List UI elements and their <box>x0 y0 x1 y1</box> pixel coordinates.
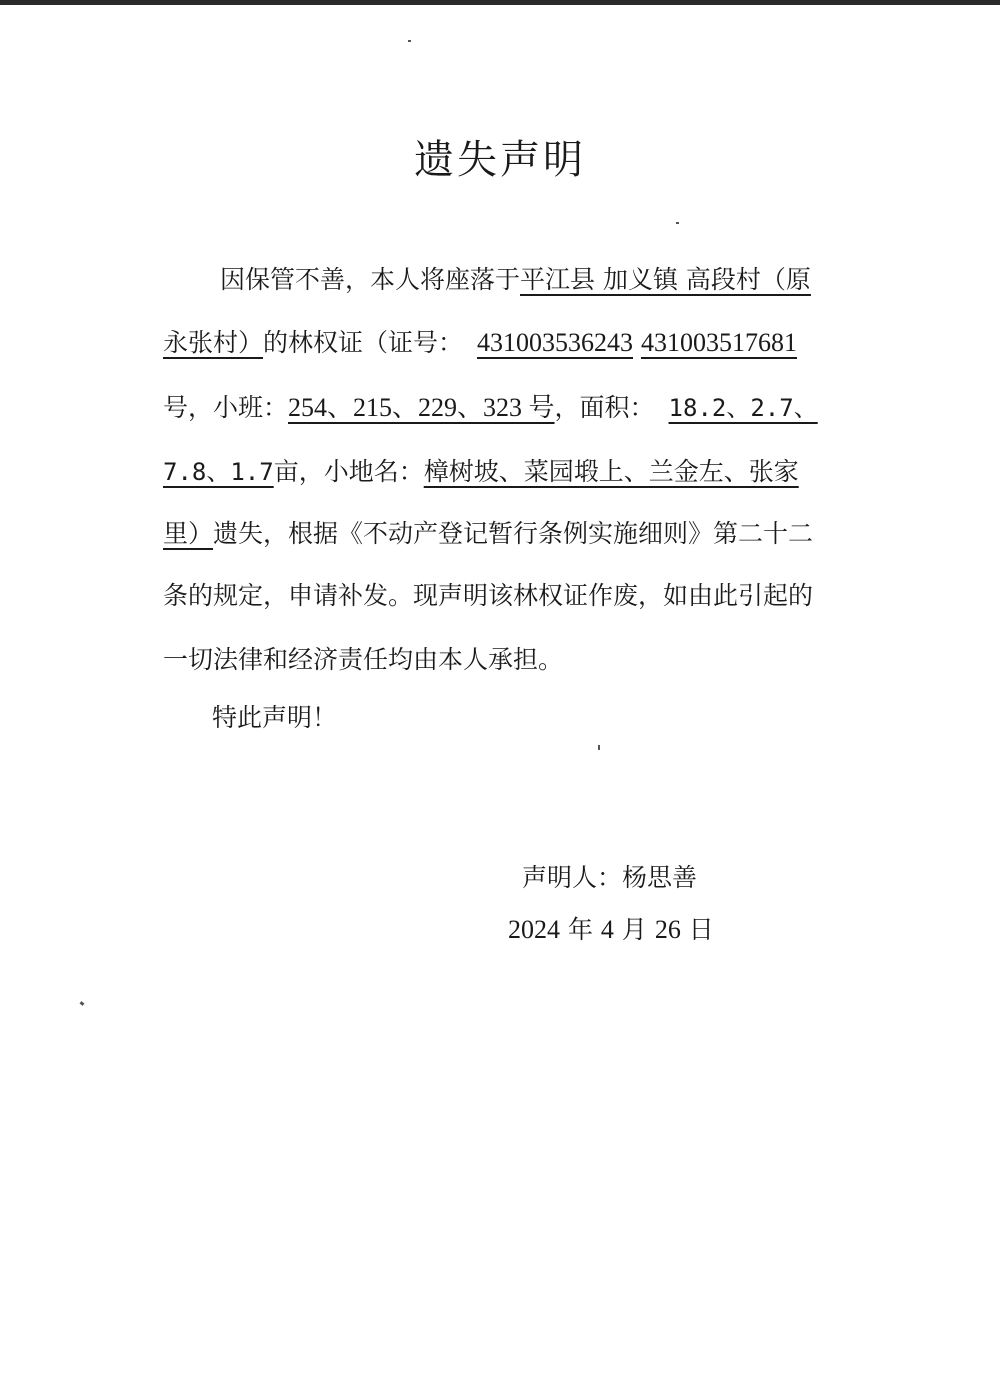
date-line <box>508 912 714 948</box>
area-values-2: 7.8、1.7 <box>163 458 274 486</box>
scan-speck <box>598 745 600 750</box>
signature-name: 杨思善 <box>622 863 698 892</box>
scan-speck <box>80 1001 85 1006</box>
place-names-underlined: 樟树坡、菜园塅上、兰金左、张家 <box>423 457 799 486</box>
scan-speck <box>408 40 411 42</box>
body-line-3 <box>163 390 818 426</box>
date-month: 4 <box>600 915 614 944</box>
former-village-underlined: 永张村） <box>163 328 264 357</box>
date-day-unit: 日 <box>688 915 714 944</box>
scan-speck <box>676 222 679 224</box>
body-text: 遗失，根据《不动产登记暂行条例实施细则》第二十二 <box>213 519 814 548</box>
body-line-5 <box>163 516 813 552</box>
body-text: 因保管不善，本人将座落于 <box>220 265 521 294</box>
date-month-unit: 月 <box>621 915 647 944</box>
location-underlined: 平江县 加义镇 高段村（原 <box>520 265 811 294</box>
body-text: ，面积： <box>554 393 655 422</box>
page-title: 遗失声明 <box>414 137 586 183</box>
area-values-1: 18.2、2.7、 <box>668 394 818 422</box>
certificate-number-1: 431003536243 <box>477 328 634 357</box>
body-text: 号，小班： <box>163 393 289 422</box>
certificate-number-2: 431003517681 <box>640 328 797 357</box>
body-line-7 <box>163 642 563 678</box>
body-line-4 <box>163 454 799 490</box>
date-day: 26 <box>654 915 681 944</box>
body-line-2 <box>163 325 797 361</box>
body-text: 亩，小地名： <box>273 457 424 486</box>
body-line-6 <box>163 578 813 614</box>
subcompartment-numbers: 254、215、229、323 号 <box>288 393 555 422</box>
date-year: 2024 <box>508 915 560 944</box>
signature-line <box>522 860 697 896</box>
place-names-end-underlined: 里） <box>163 519 214 548</box>
body-text: 的林权证（证号： <box>263 328 464 357</box>
date-year-unit: 年 <box>567 915 593 944</box>
closing-line <box>212 700 337 736</box>
body-line-1 <box>220 262 811 298</box>
body-text: 一切法律和经济责任均由本人承担。 <box>163 645 564 674</box>
closing-text: 特此声明！ <box>212 703 338 732</box>
body-text: 条的规定，申请补发。现声明该林权证作废，如由此引起的 <box>163 581 814 610</box>
signature-label: 声明人： <box>522 863 623 892</box>
